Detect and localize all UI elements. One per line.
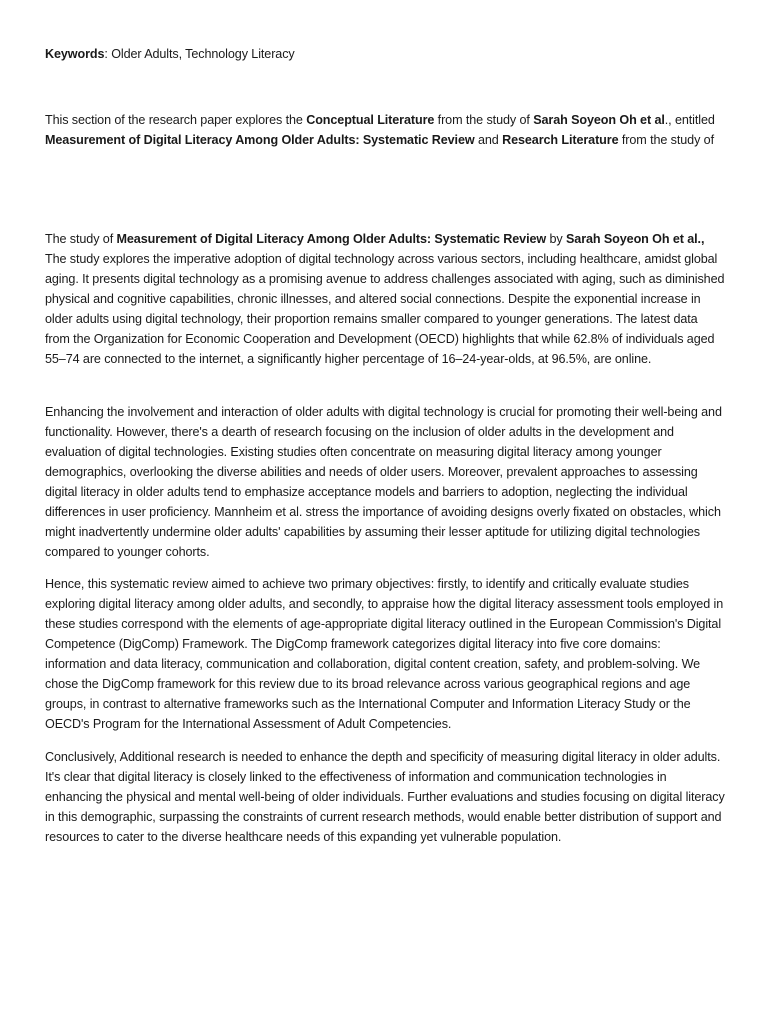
intro-author: Sarah Soyeon Oh et al <box>533 113 665 127</box>
keywords-line <box>45 44 725 64</box>
body-paragraph-3: Hence, this systematic review aimed to achieve two primary objectives: firstly, to identify and critically evaluate studies exploring digital literacy among older adults, and secondly, to appraise how the digital literacy assessment tools employed in these studies correspond with the elements of age-appropriate digital literacy outlined in the European Commission's Digital Competence (DigComp) Framework. The DigComp framework categorizes digital literacy into five core domains: information and data literacy, communication and collaboration, digital content creation, safety, and problem-solving. We chose the DigComp framework for this review due to its broad relevance across various geographical regions and age groups, in contrast to alternative frameworks such as the International Computer and Information Literacy Study or the OECD's Program for the International Assessment of Adult Competencies. <box>45 577 724 731</box>
p1-author: Sarah Soyeon Oh et al., <box>565 232 705 246</box>
intro-text-2: from the study of <box>434 113 534 127</box>
body-paragraph-1 <box>45 229 725 369</box>
p1-text-1: The study of <box>45 232 117 246</box>
keywords-label: Keywords <box>45 47 105 61</box>
body-paragraph-4: Conclusively, Additional research is needed to enhance the depth and specificity of measuring digital literacy in older adults. It's clear that digital literacy is closely linked to the effectiveness of information and communication technologies in enhancing the physical and mental well-being of older individuals. Further evaluations and studies focusing on digital literacy in this demographic, surpassing the constraints of current research methods, would enable better distribution of support and resources to cater to the diverse healthcare needs of this expanding yet vulnerable population. <box>45 750 725 844</box>
keywords-separator: : <box>104 47 112 61</box>
p1-text-3: The study explores the imperative adoption of digital technology across various sectors, including healthcare, amidst global aging. It presents digital technology as a promising avenue to address challenges associated with aging, such as diminished physical and cognitive capabilities, chronic illnesses, and altered social connections. Despite the exponential increase in older adults using digital technology, their proportion remains smaller compared to younger generations. The latest data from the Organization for Economic Cooperation and Development (OECD) highlights that while 62.8% of individuals aged 55–74 are connected to the internet, a significantly higher percentage of 16–24-year-olds, at 96.5%, are online. <box>45 252 725 366</box>
intro-text-4: and <box>474 133 503 147</box>
body-paragraph-2: Enhancing the involvement and interaction of older adults with digital technology is crucial for promoting their well-being and functionality. However, there's a dearth of research focusing on the inclusion of older adults in the development and evaluation of digital technologies. Existing studies often concentrate on measuring digital literacy among younger demographics, overlooking the diverse abilities and needs of older users. Moreover, prevalent approaches to assessing digital literacy in older adults tend to emphasize acceptance models and barriers to adoption, neglecting the individual differences in user proficiency. Mannheim et al. stress the importance of avoiding designs overly fixated on obstacles, which might inadvertently undermine older adults' capabilities by assuming their lesser aptitude for utilizing digital technologies compared to younger cohorts. <box>45 405 722 559</box>
keywords-value: Older Adults, Technology Literacy <box>111 47 295 61</box>
intro-conceptual-literature: Conceptual Literature <box>306 113 435 127</box>
intro-study-title: Measurement of Digital Literacy Among Older Adults: Systematic Review <box>45 133 475 147</box>
intro-paragraph <box>45 110 725 150</box>
intro-text-1: This section of the research paper explores the <box>45 113 307 127</box>
intro-research-literature: Research Literature <box>502 133 619 147</box>
intro-text-5: from the study of <box>618 133 714 147</box>
p1-study-title: Measurement of Digital Literacy Among Older Adults: Systematic Review <box>116 232 547 246</box>
p1-text-2: by <box>546 232 566 246</box>
intro-text-3: ., entitled <box>664 113 715 127</box>
